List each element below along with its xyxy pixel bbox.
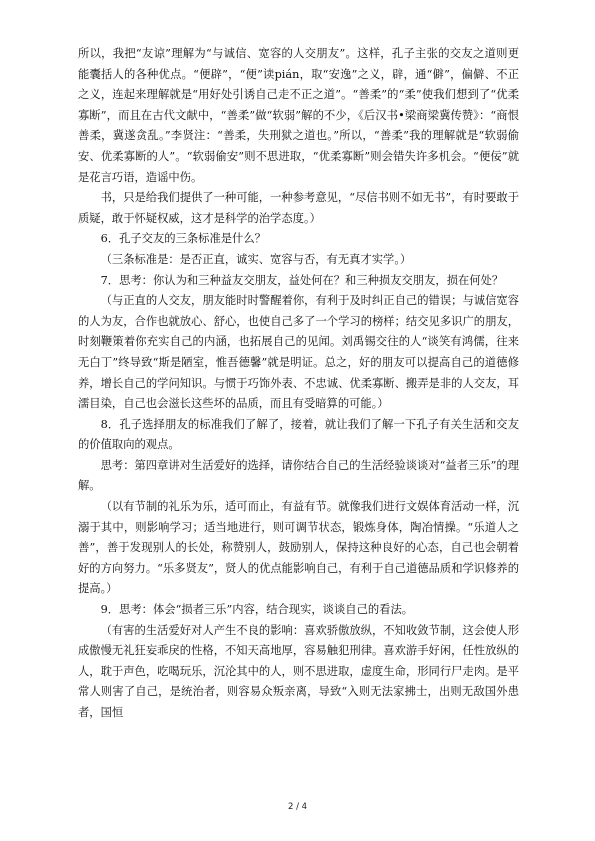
answer-7: （与正直的人交友，朋友能时时警醒着你，有利于及时纠正自己的错误；与诚信宽容的人为友，合作也就放心、舒心，也使自己多了一个学习的榜样；结交见多识广的朋友，时刻鞭策着你充实自己的内涵，也拓展自己的见闻。刘禹锡交往的人“谈笑有鸿儒，往来无白丁”终导致“斯是陋室，惟吾德馨”就是明证。总之，好的朋友可以提高自己的道德修养，增长自己的学问知识。与惯于巧饰外表、不忠诚、优柔寡断、搬弄是非的人交友，耳濡目染，自己也会滋长这些坏的品质，而且有受暗算的可能。）: [78, 294, 519, 411]
paragraph-2: 书，只是给我们提供了一种可能，一种参考意见，“尽信书则不如无书”，有时要敢于质疑，敢于怀疑权威，这才是科学的治学态度。）: [78, 191, 519, 225]
paragraph-1: 所以，我把“友谅”理解为“与诚信、宽容的人交朋友”。这样，孔子主张的交友之道则更能囊括人的各种优点。“便辟”，“便”读pián，取“安逸”之义，辟，通“僻”，偏僻、不正之义，连起来理解就是“用好处引诱自己走不正之道”。“善柔”的“柔”使我们想到了“优柔寡断”，而且在古代文献中，“善柔”做“软弱”解的不少，《后汉书•梁商梁冀传赞》：“商恨善柔，冀遂贪乱。”李贤注：“善柔，失刑狱之道也。”所以，“善柔”我的理解就是“软弱偷安、优柔寡断的人”。“软弱偷安”则不思进取，“优柔寡断”则会错失许多机会。“便佞”就是花言巧语，造谣中伤。: [78, 47, 519, 184]
document-body: [78, 44, 519, 724]
answer-6: （三条标准是：是否正直，诚实、宽容与否，有无真才实学。）: [100, 252, 412, 266]
think-prompt-8: 思考：第四章讲对生活爱好的选择，请你结合自己的生活经验谈谈对“益者三乐”的理解。: [78, 458, 519, 493]
question-7: 7．思考：你认为和三种益友交朋友，益处何在？和三种损友交朋友，损在何处？: [100, 273, 504, 287]
answer-8: （以有节制的礼乐为乐，适可而止，有益有节。就像我们进行文娱体育活动一样，沉溺于其中，则影响学习；适当地进行，则可调节状态，锻炼身体，陶冶情操。“乐道人之善”，善于发现别人的长处，称赞别人，鼓励别人，保持这种良好的心态，自己也会朝着好的方向努力。“乐多贤友”，贤人的优点能影响自己，有利于自己道德品质和学识修养的提高。）: [78, 500, 519, 596]
answer-9: （有害的生活爱好对人产生不良的影响：喜欢骄傲放纵，不知收敛节制，这会使人形成傲慢无礼狂妄乖戾的性格，不知天高地厚，容易触犯刑律。喜欢游手好闲，任性放纵的人，耽于声色，吃喝玩乐，沉沦其中的人，则不思进取，虚度生命，形同行尸走肉。是平常人则害了自己，是统治者，则容易众叛亲离，导致“入则无法家拂士，出则无敌国外患者，国恒: [78, 623, 519, 719]
question-9: 9．思考：体会“损者三乐”内容，结合现实，谈谈自己的看法。: [100, 603, 414, 617]
page-number: 2 / 4: [287, 802, 308, 812]
question-8: 8．孔子选择朋友的标准我们了解了，接着，就让我们了解一下孔子有关生活和交友的价值取向的观点。: [78, 417, 519, 452]
question-6: 6．孔子交友的三条标准是什么？: [100, 232, 266, 246]
